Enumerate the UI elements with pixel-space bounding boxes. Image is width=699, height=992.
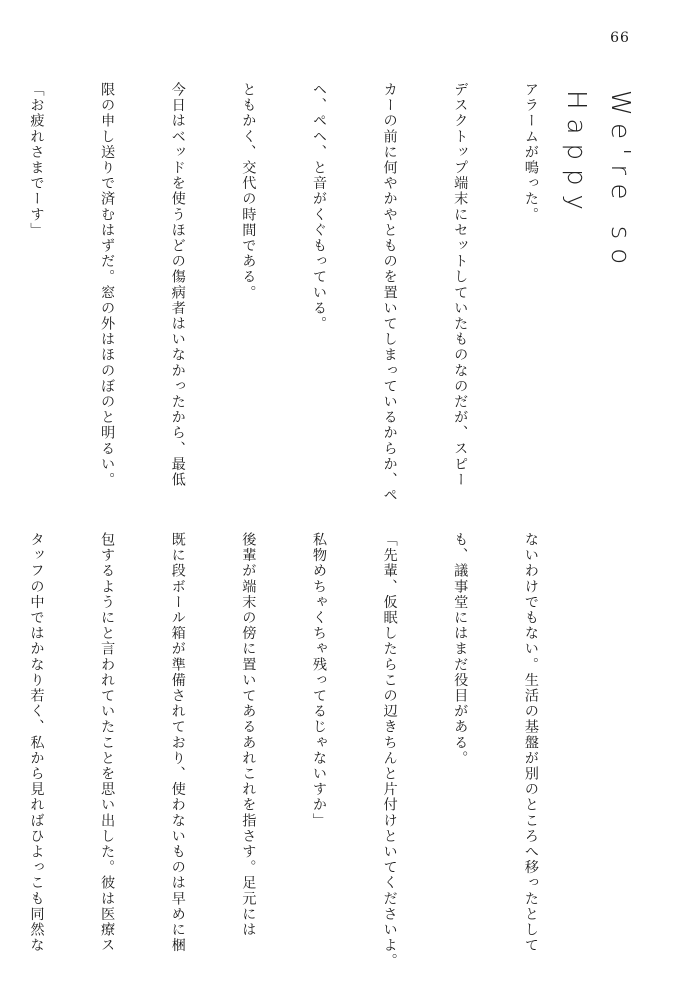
running-title: We're so Happy	[561, 90, 635, 274]
text-line: ヘ、ペヘ、と音がくぐもっている。	[310, 82, 327, 332]
text-line: 今日はベッドを使うほどの傷病者はいなかったから、最低	[169, 82, 186, 488]
text-line: 既に段ボール箱が準備されており、使わないものは早めに梱	[169, 532, 186, 954]
text-line: タッフの中ではかなり若く、私から見ればひよっこも同然な	[28, 532, 45, 954]
text-line: ともかく、交代の時間である。	[240, 82, 257, 301]
lower-text-block	[28, 532, 589, 969]
text-line: 後輩が端末の傍に置いてあるあれこれを指さす。足元には	[240, 532, 257, 938]
text-line: デスクトップ端末にセットしていたものなのだが、スピー	[452, 82, 469, 488]
text-line: ないわけでもない。生活の基盤が別のところへ移ったとして	[522, 532, 539, 954]
text-line: 包するようにと言われていたことを思い出した。彼は医療ス	[99, 532, 116, 954]
text-line: 私物めちゃくちゃ残ってるじゃないすか」	[310, 532, 327, 829]
upper-text-block	[28, 82, 589, 504]
page-number: 66	[610, 30, 630, 46]
text-line: も、議事堂にはまだ役目がある。	[452, 532, 469, 766]
text-line: 限の申し送りで済むはずだ。窓の外はほのぼのと明るい。	[99, 82, 116, 488]
text-line: アラームが鳴った。	[522, 82, 539, 223]
text-line: 「先輩、仮眠したらこの辺きちんと片付けといてくださいよ。	[381, 532, 398, 969]
text-line: カーの前に何やかやとものを置いてしまっているからか、ペ	[381, 82, 398, 504]
text-line: 「お疲れさまでーす」	[28, 82, 45, 238]
